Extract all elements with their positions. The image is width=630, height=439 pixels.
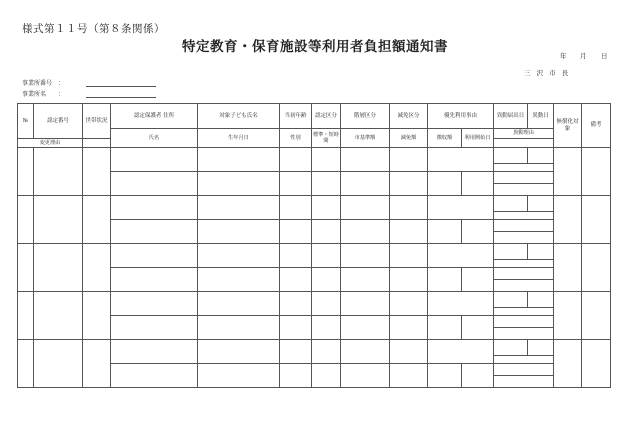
header-start-date: 利用開始日 [462, 129, 494, 148]
header-collection-amount: 徴収額 [428, 129, 462, 148]
date-day: 日 [601, 52, 608, 60]
header-municipal-base: 市基準額 [341, 129, 390, 148]
header-reduction-amount: 減免額 [390, 129, 428, 148]
business-number-label: 事業所番号 ： [22, 80, 65, 87]
issuer: 三 沢 市 長 [524, 69, 571, 77]
header-gender: 性別 [280, 129, 312, 148]
header-free-target: 無償化対象 [554, 104, 582, 148]
record-row [18, 148, 611, 164]
notice-table-wrap [17, 103, 610, 367]
header-change-date: 異動届出日 [494, 104, 528, 129]
record-row [18, 196, 611, 212]
header-change-day: 異動日 [528, 104, 554, 129]
header-birth-date: 生年月日 [198, 129, 280, 148]
header-guardian-address: 認定保護者 住所 [111, 104, 198, 129]
header-priority-reason: 優先利用事由 [428, 104, 494, 129]
date-year: 年 [560, 52, 567, 60]
header-change-reason: 異動理由 [494, 129, 554, 139]
header-cert-number: 認定番号 [34, 104, 83, 139]
business-name-line [86, 97, 156, 98]
header-modification-reason: 変更理由 [18, 139, 83, 148]
header-child-name: 対象子ども氏名 [198, 104, 280, 129]
header-care-status: 世帯状況 [83, 104, 111, 139]
business-name-label: 事業所名 ： [22, 91, 65, 98]
header-stage-category: 階層区分 [341, 104, 390, 129]
form-number: 様式第１１号（第８条関係） [22, 23, 165, 35]
header-standard-short: 標準・短時間 [312, 129, 341, 148]
header-guardian-name: 氏名 [111, 129, 198, 148]
header-row-1 [18, 104, 611, 119]
record-row [18, 244, 611, 260]
document-title: 特定教育・保育施設等利用者負担額通知書 [182, 39, 448, 55]
record-row [18, 292, 611, 308]
header-remarks: 備考 [582, 104, 611, 148]
date-month: 月 [580, 52, 587, 60]
notice-table [17, 103, 611, 388]
record-row [18, 340, 611, 356]
header-no: № [18, 104, 34, 139]
header-age: 当初年齢 [280, 104, 312, 129]
header-cert-category: 認定区分 [312, 104, 341, 129]
business-number-line [86, 86, 156, 87]
header-reduction-category: 減免区分 [390, 104, 428, 129]
